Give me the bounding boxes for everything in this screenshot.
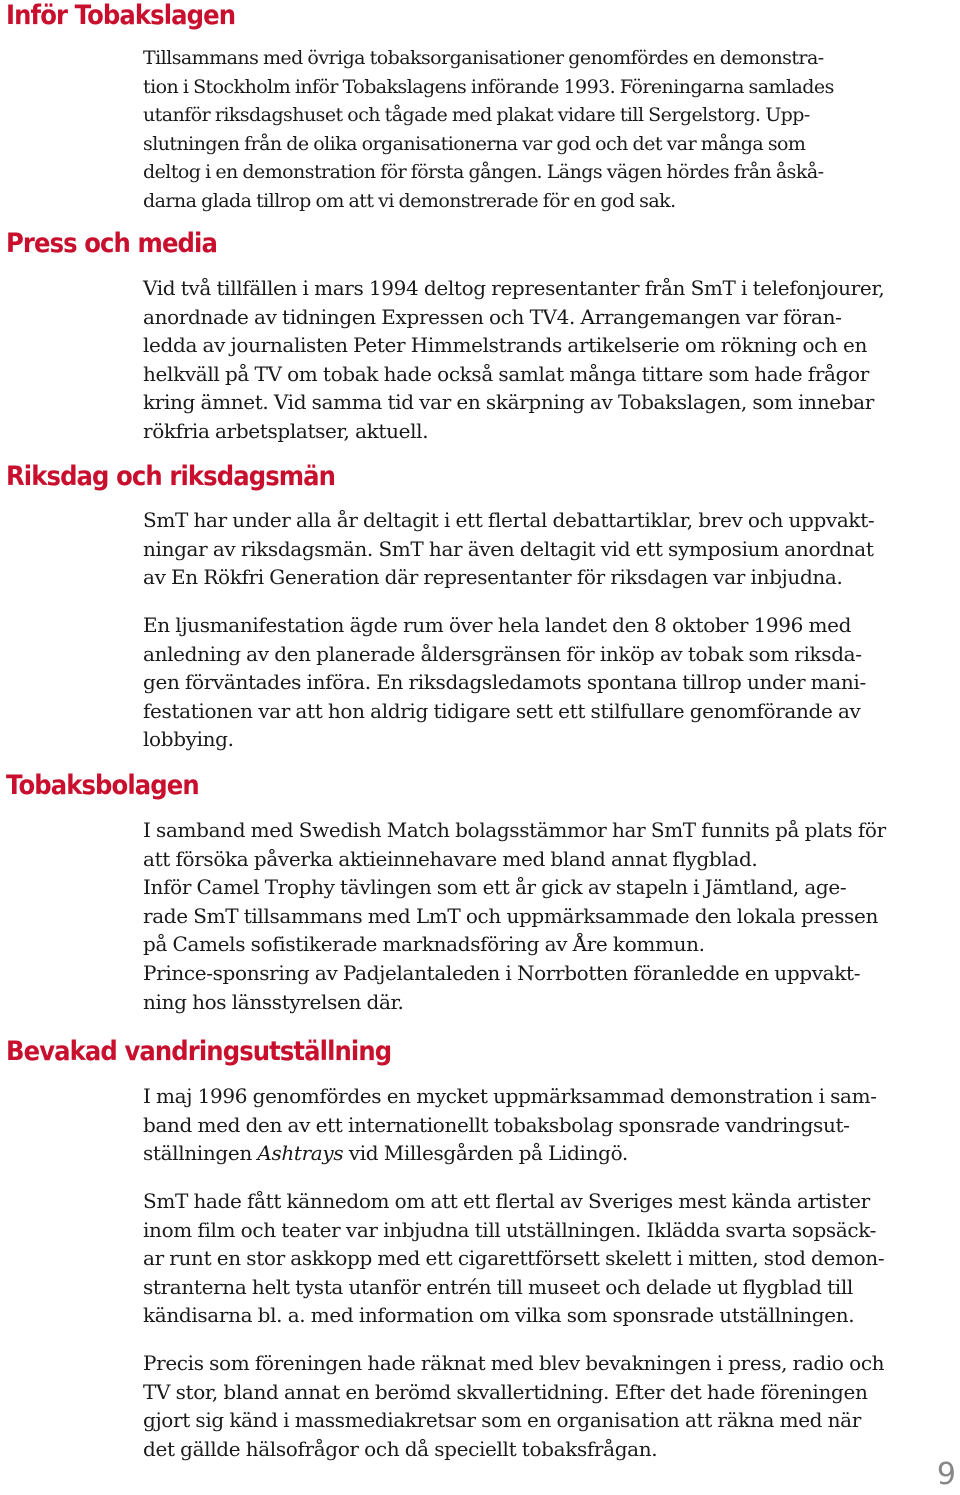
paragraph-bevakad-1-text-a: I maj 1996 genomfördes en mycket uppmärksammad demonstration i sam- band med den av ett internationellt tobaksbolag sponsrade vandringsut- ställningen bbox=[143, 1084, 877, 1166]
section-heading-tobaksbolagen: Tobaksbolagen bbox=[6, 770, 199, 801]
paragraph-bevakad-1-text-b: vid Millesgården på Lidingö. bbox=[343, 1141, 628, 1166]
exhibition-title: Ashtrays bbox=[257, 1141, 344, 1166]
page-number: 9 bbox=[936, 1457, 956, 1492]
section-heading-riksdag: Riksdag och riksdagsmän bbox=[6, 461, 336, 492]
paragraph-tobaksbolagen: I samband med Swedish Match bolagsstämmor har SmT funnits på plats för att försöka påverka aktieinnehavare med bland annat flygblad. Inför Camel Trophy tävlingen som ett år gick av stapeln i Jämtland, age- rade SmT tillsammans med LmT och uppmärksammade den lokala pressen på Camels sofistikerade marknadsföring av Åre kommun. Prince-sponsring av Padjelantaleden i Norrbotten föranledde en uppvakt- ning hos länsstyrelsen där. bbox=[143, 818, 886, 1014]
paragraph-bevakad-1 bbox=[143, 1082, 943, 1168]
section-heading-infor-tobakslagen: Inför Tobakslagen bbox=[6, 0, 236, 31]
paragraph-bevakad-3: Precis som föreningen hade räknat med blev bevakningen i press, radio och TV stor, bland annat en berömd skvallertidning. Efter det hade föreningen gjort sig känd i massmediakretsar som en organisation att räkna med när det gällde hälsofrågor och då speciellt tobaksfrågan. bbox=[143, 1351, 885, 1461]
paragraph-press-och-media: Vid två tillfällen i mars 1994 deltog representanter från SmT i telefonjourer, anordnade av tidningen Expressen och TV4. Arrangemangen var föran- ledda av journalisten Peter Himmelstrands artikelserie om rökning och en helkväll på TV om tobak hade också samlat många tittare som hade frågor kring ämnet. Vid samma tid var en skärpning av Tobakslagen, som innebar rökfria arbetsplatser, aktuell. bbox=[143, 276, 885, 443]
section-heading-press-och-media: Press och media bbox=[6, 228, 217, 259]
paragraph-riksdag-1: SmT har under alla år deltagit i ett flertal debattartiklar, brev och uppvakt- ningar av riksdagsmän. SmT har även deltagit vid ett symposium anordnat av En Rökfri Generation där representanter för riksdagen var inbjudna. bbox=[143, 508, 875, 590]
paragraph-infor-tobakslagen: Tillsammans med övriga tobaksorganisationer genomfördes en demonstra- tion i Stockholm inför Tobakslagens införande 1993. Föreningarna samlades utanför riksdagshuset och tågade med plakat vidare till Sergelstorg. Upp- slutningen från de olika organisationerna var god och det var många som deltog i en demonstration för första gången. Längs vägen hördes från åskå- darna glada tillrop om att vi demonstrerade för en god sak. bbox=[143, 47, 834, 212]
section-heading-bevakad-vandringsutstallning: Bevakad vandringsutställning bbox=[6, 1036, 392, 1067]
paragraph-bevakad-2: SmT hade fått kännedom om att ett flertal av Sveriges mest kända artister inom film och teater var inbjudna till utställningen. Iklädda svarta sopsäck- ar runt en stor askkopp med ett cigarettförsett skelett i mitten, stod demon- stranterna helt tysta utanför entrén till museet och delade ut flygblad till kändisarna bl. a. med information om vilka som sponsrade utställningen. bbox=[143, 1189, 885, 1328]
paragraph-riksdag-2: En ljusmanifestation ägde rum över hela landet den 8 oktober 1996 med anledning av den planerade åldersgränsen för inköp av tobak som riksda- gen förväntades införa. En riksdagsledamots spontana tillrop under mani- festationen var att hon aldrig tidigare sett ett stilfullare genomförande av lobbying. bbox=[143, 613, 866, 752]
